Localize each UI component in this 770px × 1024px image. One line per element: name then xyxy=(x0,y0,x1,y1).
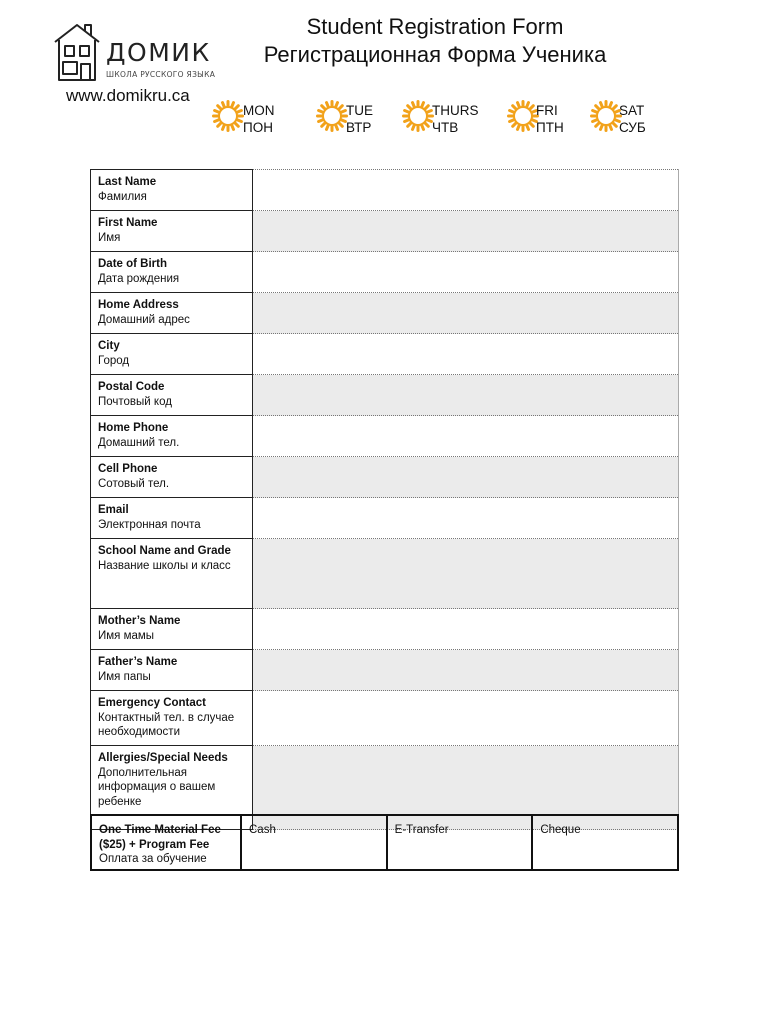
field-label-en: City xyxy=(98,340,120,352)
field-label xyxy=(91,211,253,252)
day-label-ru: ЧТВ xyxy=(432,120,459,135)
field-label-en: Home Phone xyxy=(98,422,169,434)
field-label-ru: Домашний тел. xyxy=(98,436,180,449)
day-label-ru: ПТН xyxy=(536,120,564,135)
payment-option-etransfer[interactable]: E-Transfer xyxy=(387,815,533,870)
fee-row xyxy=(91,815,678,870)
field-label xyxy=(91,252,253,293)
form-title-en: Student Registration Form xyxy=(306,14,564,39)
form-row xyxy=(91,498,679,539)
day-option-4[interactable] xyxy=(590,97,660,137)
form-title-ru: Регистрационная Форма Ученика xyxy=(263,42,607,67)
form-row xyxy=(91,416,679,457)
payment-option-cheque[interactable]: Cheque xyxy=(532,815,678,870)
field-label xyxy=(91,334,253,375)
fee-label-en: One Time Material Fee ($25) + Program Fee xyxy=(99,824,221,851)
form-row xyxy=(91,650,679,691)
day-label-en: FRI xyxy=(536,103,558,118)
form-row xyxy=(91,691,679,746)
field-label xyxy=(91,691,253,746)
field-label-en: Email xyxy=(98,504,129,516)
day-label-ru: ПОН xyxy=(243,120,273,135)
field-input[interactable] xyxy=(253,170,679,211)
field-label-en: Last Name xyxy=(98,176,157,188)
field-label-ru: Дополнительная информация о вашем ребенке xyxy=(98,766,216,808)
field-label-ru: Название школы и класс xyxy=(98,559,231,572)
payment-option-cash[interactable]: Cash xyxy=(241,815,387,870)
field-input[interactable] xyxy=(253,457,679,498)
fee-label xyxy=(91,815,241,870)
brand-name: ДОМИК xyxy=(106,38,211,67)
form-row xyxy=(91,375,679,416)
sun-icon xyxy=(590,100,622,132)
field-input[interactable] xyxy=(253,539,679,609)
brand-subtitle: ШКОЛА РУССКОГО ЯЗЫКА xyxy=(106,70,216,79)
form-row xyxy=(91,252,679,293)
field-label-en: Cell Phone xyxy=(98,463,158,475)
form-row xyxy=(91,539,679,609)
field-label xyxy=(91,498,253,539)
day-label-en: MON xyxy=(243,103,275,118)
field-label-en: Postal Code xyxy=(98,381,165,393)
field-label-ru: Город xyxy=(98,354,130,367)
fee-table xyxy=(90,814,679,871)
field-label-en: Allergies/Special Needs xyxy=(98,752,228,764)
website-link[interactable]: www.domikru.ca xyxy=(66,86,190,105)
field-label xyxy=(91,293,253,334)
field-input[interactable] xyxy=(253,650,679,691)
form-row xyxy=(91,170,679,211)
sun-icon xyxy=(507,100,539,132)
day-option-3[interactable] xyxy=(507,97,577,137)
field-label-en: Emergency Contact xyxy=(98,697,207,709)
field-label-ru: Дата рождения xyxy=(98,272,180,285)
fee-label-ru: Оплата за обучение xyxy=(99,853,207,866)
field-label-ru: Электронная почта xyxy=(98,518,201,531)
sun-icon xyxy=(212,100,244,132)
day-option-0[interactable] xyxy=(212,97,282,137)
day-label-ru: ВТР xyxy=(346,120,372,135)
field-label-ru: Почтовый код xyxy=(98,395,172,408)
form-row xyxy=(91,334,679,375)
field-label xyxy=(91,457,253,498)
field-label-ru: Имя мамы xyxy=(98,629,155,642)
day-option-2[interactable] xyxy=(402,97,479,137)
field-label xyxy=(91,170,253,211)
field-input[interactable] xyxy=(253,691,679,746)
registration-form xyxy=(90,169,679,830)
form-row xyxy=(91,211,679,252)
field-label-en: School Name and Grade xyxy=(98,545,231,557)
field-input[interactable] xyxy=(253,498,679,539)
field-input[interactable] xyxy=(253,252,679,293)
field-label-en: Home Address xyxy=(98,299,179,311)
field-label xyxy=(91,539,253,609)
field-label xyxy=(91,650,253,691)
field-input[interactable] xyxy=(253,609,679,650)
field-label-ru: Контактный тел. в случае необходимости xyxy=(98,711,235,739)
field-input[interactable] xyxy=(253,334,679,375)
field-input[interactable] xyxy=(253,375,679,416)
day-label-en: THURS xyxy=(432,103,479,118)
field-label-ru: Фамилия xyxy=(98,190,147,203)
day-label-ru: СУБ xyxy=(619,120,646,135)
form-row xyxy=(91,609,679,650)
field-label-en: Date of Birth xyxy=(98,258,167,270)
field-label xyxy=(91,609,253,650)
form-row xyxy=(91,457,679,498)
field-input[interactable] xyxy=(253,416,679,457)
field-label-ru: Сотовый тел. xyxy=(98,477,170,490)
day-label-en: SAT xyxy=(619,103,645,118)
sun-icon xyxy=(316,100,348,132)
day-label-en: TUE xyxy=(346,103,373,118)
field-label-en: Father’s Name xyxy=(98,656,178,668)
field-input[interactable] xyxy=(253,293,679,334)
field-input[interactable] xyxy=(253,211,679,252)
field-label-ru: Имя xyxy=(98,231,121,244)
field-label xyxy=(91,375,253,416)
sun-icon xyxy=(402,100,434,132)
field-label-en: First Name xyxy=(98,217,158,229)
day-option-1[interactable] xyxy=(316,97,386,137)
form-row xyxy=(91,293,679,334)
field-label-ru: Имя папы xyxy=(98,670,151,683)
field-label-ru: Домашний адрес xyxy=(98,313,190,326)
field-label-en: Mother’s Name xyxy=(98,615,181,627)
field-label xyxy=(91,416,253,457)
